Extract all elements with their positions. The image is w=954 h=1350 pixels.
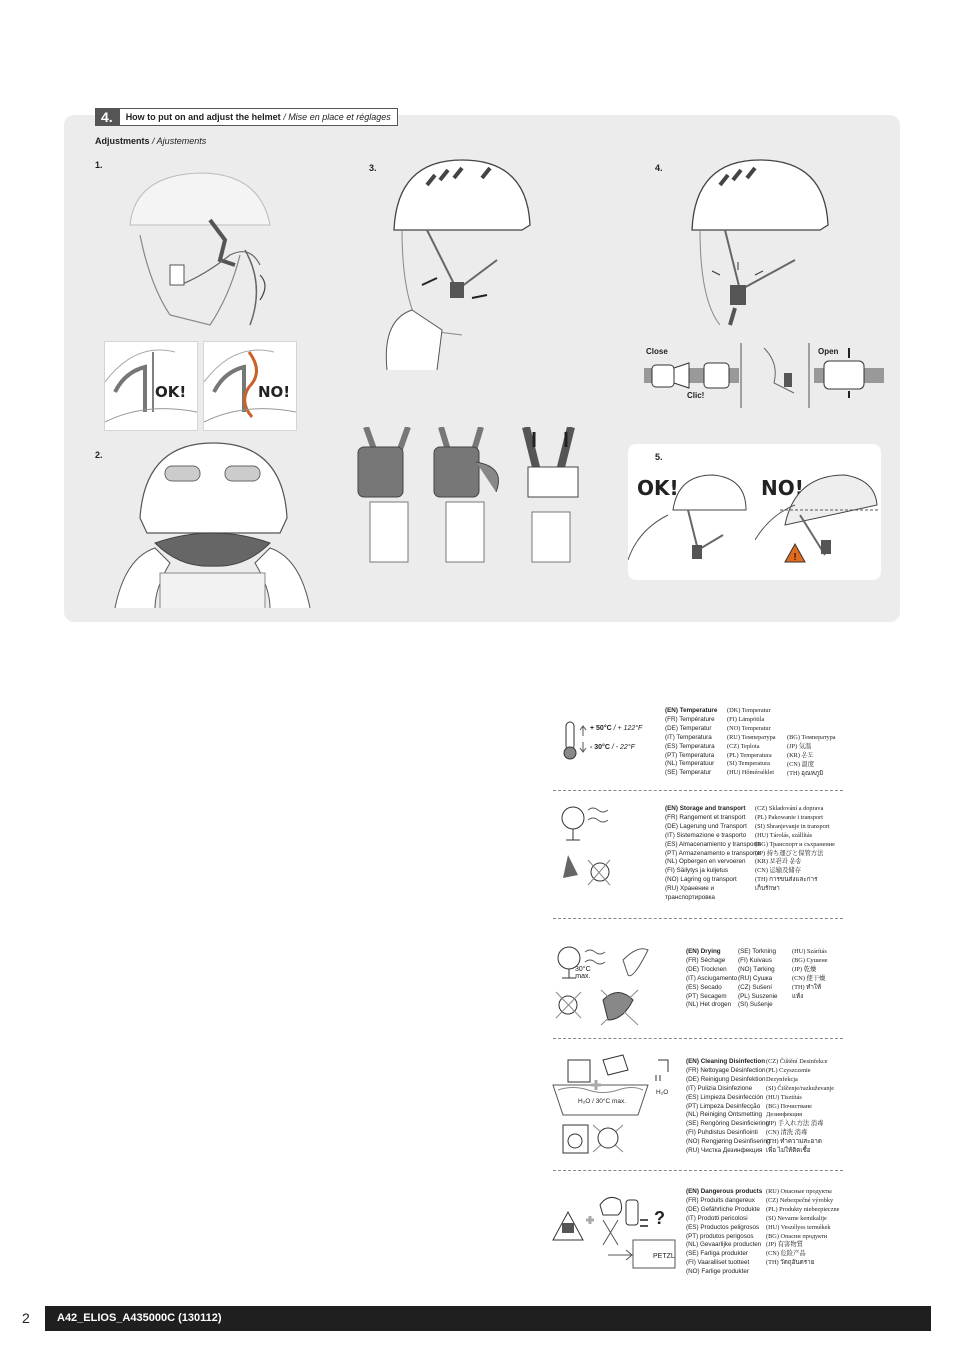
lang-line: транспортировка — [665, 894, 715, 902]
lang-line: (TH) ทำความสะอาด — [766, 1138, 822, 1146]
no-badge-large: NO! — [761, 476, 804, 500]
lang-line: (FR) Rangement et transport — [665, 813, 746, 821]
temp-high — [590, 725, 642, 732]
lang-line: (CZ) Teplota — [727, 742, 760, 750]
lang-line: (SI) Nevarne kemikalije — [766, 1214, 827, 1222]
lang-line: แห้ง — [792, 992, 804, 1000]
temp-low-f: / - 22°F — [609, 744, 635, 751]
lang-line: (PT) Limpeza Desinfecção — [686, 1102, 761, 1110]
lang-line: (PL) Produkty niebezpieczne — [766, 1205, 840, 1213]
step-2-label: 2. — [95, 450, 103, 460]
lang-line: (HU) Veszélyes termékek — [766, 1223, 831, 1231]
cleaning-col1 — [686, 1058, 770, 1156]
open-label: Open — [818, 347, 839, 356]
lang-line: (NL) Temperatuur — [665, 760, 715, 768]
lang-line: (IT) Asciugamento — [686, 974, 738, 982]
lang-line: (JP) 有害物質 — [766, 1241, 803, 1249]
temp-low-c: - 30°C — [590, 744, 610, 751]
lang-line: (EN) Storage and transport — [665, 805, 746, 812]
lang-line: (JP) 乾燥 — [792, 965, 817, 973]
lang-line: (NO) Temperatur — [727, 724, 771, 732]
chinstrap-slide-illustration — [382, 150, 532, 370]
lang-line: (BG) Температура — [787, 734, 836, 741]
lang-line: (FR) Produits dangereux — [686, 1196, 755, 1204]
temp-col3 — [787, 734, 836, 779]
lang-line: (JP) 手入れ方法 消毒 — [766, 1120, 824, 1128]
lang-line: (PL) Pakowanie i transport — [755, 813, 824, 821]
lang-line: (HU) Tárolás, szállítás — [755, 831, 813, 839]
lang-line: (DE) Reinigung Desinfektion — [686, 1075, 766, 1083]
cleaning-tap-label: H₂O — [656, 1089, 669, 1096]
lang-line: (FR) Nettoyage Désinfection — [686, 1066, 766, 1074]
buckle-open-close-diagram — [644, 343, 884, 408]
lang-line: (FR) Séchage — [686, 956, 726, 964]
thermometer-icon — [560, 720, 588, 760]
dangerous-col2 — [766, 1188, 839, 1268]
lang-line: (PT) Secagem — [686, 992, 727, 1000]
adjustments-label-fr: / Ajustements — [149, 136, 207, 146]
lang-line: (PL) Temperatura — [727, 751, 772, 759]
lang-line: (CN) 危险产品 — [766, 1250, 806, 1258]
lang-line: (CZ) Nebezpečné výrobky — [766, 1196, 834, 1204]
dangerous-products-icons — [548, 1190, 678, 1275]
cleaning-icons — [548, 1050, 678, 1160]
lang-line: (HU) Tisztítás — [766, 1093, 802, 1101]
section-title-en: How to put on and adjust the helmet — [125, 112, 281, 122]
lang-line: (NO) Farlige produkter — [686, 1268, 749, 1276]
lang-line: (IT) Pulizia Disinfezione — [686, 1084, 753, 1092]
storage-col2 — [755, 805, 835, 894]
lang-line: (FI) Kuivaus — [738, 956, 772, 964]
svg-text:!: ! — [792, 552, 798, 563]
ok-badge: OK! — [155, 383, 187, 401]
lang-line: (PT) Armazenamento e transporte — [665, 849, 761, 857]
lang-line: (FI) Vaaralliset tuotteet — [686, 1259, 750, 1267]
lang-line: (CN) 使干燥 — [792, 974, 826, 982]
drying-col1 — [686, 948, 737, 1010]
lang-line: (BG) Транспорт и съхранение — [755, 840, 835, 848]
lang-line: (BG) Опасни продукти — [766, 1232, 828, 1240]
step-5-label: 5. — [655, 452, 663, 462]
petzl-brand: PETZL — [653, 1253, 675, 1260]
lang-line: (RU) Хранение и — [665, 885, 714, 893]
lang-line: (DE) Gefährliche Produkte — [686, 1205, 760, 1213]
lang-line: (SI) Temperatura — [727, 760, 770, 768]
lang-line: (FR) Température — [665, 715, 715, 723]
incorrect-position-illustration — [755, 470, 880, 570]
lang-line: (KR) 온도 — [787, 751, 814, 759]
adjustments-label-en: Adjustments — [95, 136, 150, 146]
temp-col2 — [727, 707, 776, 778]
lang-line: (SE) Farliga produkter — [686, 1250, 748, 1258]
no-badge: NO! — [258, 383, 291, 401]
document-code: A42_ELIOS_A435000C (130112) — [57, 1312, 222, 1324]
lang-line: (CZ) Čištění Desinfekce — [766, 1058, 828, 1065]
lang-line: (FI) Puhdistus Desinfiointi — [686, 1129, 758, 1137]
buckle-close-illustration — [680, 150, 830, 330]
lang-line: (SI) Čiščenje/razkuževanje — [766, 1084, 835, 1092]
temp-low — [590, 744, 635, 751]
lang-line: (RU) Температура — [727, 733, 776, 741]
lang-line: (SE) Temperatur — [665, 769, 712, 777]
lang-line: (TH) อุณหภูมิ — [787, 769, 824, 777]
drying-temp — [575, 966, 591, 980]
lang-line: (RU) Чистка Дезинфекция — [686, 1147, 763, 1155]
lang-line: (EN) Temperature — [665, 707, 718, 714]
drying-temp-max: max. — [575, 973, 591, 980]
question-mark: ? — [654, 1208, 665, 1228]
lang-line: (FI) Säilytys ja kuljetus — [665, 867, 728, 875]
lang-line: (TH) วัตถุอันตราย — [766, 1259, 815, 1267]
step-4-label: 4. — [655, 163, 663, 173]
lang-line: (EN) Cleaning Disinfection — [686, 1058, 766, 1065]
lang-line: (SI) Sušenje — [738, 1001, 773, 1009]
adjustments-label — [95, 136, 206, 146]
lang-line: (PL) Czyszczenie — [766, 1066, 811, 1074]
dangerous-col1 — [686, 1188, 762, 1277]
section-heading — [95, 108, 398, 126]
helmet-fitting-illustration — [110, 165, 280, 335]
lang-line: (ES) Temperatura — [665, 742, 715, 750]
drying-temp-value: 30°C — [575, 966, 591, 973]
lang-line: (RU) Опасные продукты — [766, 1188, 832, 1195]
lang-line: (CZ) Sušení — [738, 983, 772, 991]
lang-line: (SE) Rengöring Desinficiering — [686, 1120, 769, 1128]
cleaning-col2 — [766, 1058, 834, 1156]
temp-high-f: / + 122°F — [611, 725, 643, 732]
lang-line: (NL) Het drogen — [686, 1001, 732, 1009]
lang-line: (NL) Opbergen en vervoeren — [665, 858, 746, 866]
lang-line: (NO) Rengjøring Desinfisering — [686, 1138, 771, 1146]
storage-icons — [558, 800, 613, 895]
page-number: 2 — [22, 1310, 30, 1326]
lang-line: (HU) Szárítás — [792, 948, 827, 955]
lang-line: (IT) Prodotti pericolosi — [686, 1214, 748, 1222]
lang-line: (IT) Temperatura — [665, 733, 712, 741]
lang-line: เพื่อ ไม่ให้ติดเชื้อ — [766, 1147, 811, 1155]
strap-slider-sequence — [356, 427, 586, 579]
lang-line: Dezynfekcja — [766, 1075, 798, 1083]
lang-line: (KR) 보관과 운송 — [755, 858, 802, 866]
drying-col3 — [792, 948, 828, 1001]
lang-line: (DE) Lagerung und Transport — [665, 822, 747, 830]
lang-line: (PT) Temperatura — [665, 751, 715, 759]
section-title-fr: / Mise en place et réglages — [280, 112, 391, 122]
lang-line: (DE) Trocknen — [686, 965, 727, 973]
lang-line: (CN) 运输及储存 — [755, 867, 801, 875]
lang-line: (PT) produtos perigosos — [686, 1232, 754, 1240]
lang-line: (SE) Torkning — [738, 948, 777, 955]
cleaning-water-label: H₂O / 30°C max. — [578, 1098, 627, 1105]
drying-col2 — [738, 948, 778, 1010]
lang-line: (CZ) Skladování a doprava — [755, 805, 824, 812]
lang-line: (DE) Temperatur — [665, 724, 712, 732]
section-title — [119, 108, 398, 126]
lang-line: (DK) Temperatur — [727, 707, 771, 714]
correct-position-illustration — [628, 470, 748, 570]
close-label: Close — [646, 347, 668, 356]
lang-line: (JP) 持ち運びと保管方法 — [755, 849, 824, 857]
clic-label: Clic! — [687, 391, 705, 400]
lang-line: (CN) 温度 — [787, 760, 815, 768]
lang-line: (NO) Tørking — [738, 965, 775, 973]
lang-line: (FI) Lämpötila — [727, 715, 765, 723]
step-3-label: 3. — [369, 163, 377, 173]
lang-line: (NL) Gevaarlijke producten — [686, 1241, 762, 1249]
lang-line: (EN) Dangerous products — [686, 1188, 763, 1195]
lang-line: (BG) Почистване — [766, 1102, 812, 1110]
lang-line: (TH) ทำให้ — [792, 983, 822, 991]
lang-line: (HU) Hőmérséklet — [727, 769, 775, 777]
lang-line: (CN) 清洗 消毒 — [766, 1129, 808, 1137]
lang-line: (SI) Shranjevanje in transport — [755, 822, 830, 830]
lang-line: (JP) 気温 — [787, 742, 812, 750]
lang-line: (ES) Limpieza Desinfección — [686, 1093, 764, 1101]
storage-col1 — [665, 805, 761, 903]
lang-line: (BG) Сушене — [792, 956, 828, 964]
lang-line: (ES) Secado — [686, 983, 722, 991]
lang-line: Дезинфекция — [766, 1111, 803, 1119]
lang-line: (IT) Sistemazione e trasporto — [665, 831, 747, 839]
temp-col1 — [665, 707, 717, 778]
ok-badge-large: OK! — [637, 476, 679, 500]
lang-line: (ES) Almacenamiento y transporte — [665, 840, 761, 848]
lang-line: (NL) Reiniging Ontsmetting — [686, 1111, 762, 1119]
lang-line: (ES) Productos peligrosos — [686, 1223, 760, 1231]
rear-adjustment-illustration — [95, 438, 330, 613]
lang-line: เก็บรักษา — [755, 885, 780, 893]
drying-icons — [553, 940, 663, 1035]
step-1-label: 1. — [95, 160, 103, 170]
lang-line: (RU) Сушка — [738, 974, 773, 982]
lang-line: (EN) Drying — [686, 948, 721, 955]
section-number: 4. — [95, 108, 119, 126]
lang-line: (NO) Lagring og transport — [665, 876, 737, 884]
document-code-bar — [45, 1306, 931, 1331]
temp-high-c: + 50°C — [590, 725, 612, 732]
lang-line: (TH) การขนส่งและการ — [755, 876, 818, 884]
lang-line: (PL) Suszenie — [738, 992, 778, 1000]
